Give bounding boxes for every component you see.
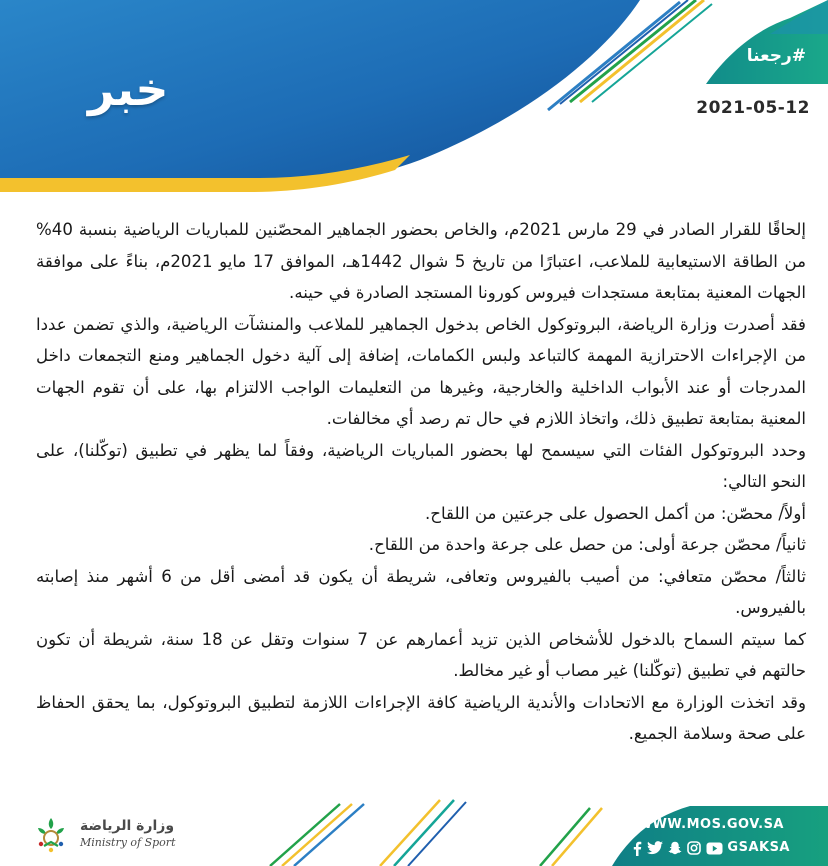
paragraph: وحدد البروتوكول الفئات التي سيسمح لها بحضور المباريات الرياضية، وفقاً لما يظهر في تطبيق (توكّلنا)، على النحو التالي: xyxy=(36,440,806,491)
facebook-icon[interactable] xyxy=(632,841,642,856)
list-item: أولاً/ محصّن: من أكمل الحصول على جرعتين من اللقاح. xyxy=(425,503,806,523)
list-item: ثالثاً/ محصّن متعافي: من أصيب بالفيروس وتعافى، شريطة أن يكون قد أمضى أقل من 6 أشهر منذ إصابته بالفيروس. xyxy=(36,566,806,617)
ministry-emblem-icon xyxy=(30,814,72,856)
header-banner xyxy=(0,0,828,200)
paragraph: إلحاقًا للقرار الصادر في 29 مارس 2021م، والخاص بحضور الجماهير المحصّنين للمباريات الرياضية بنسبة 40% من الطاقة الاستيعابية للملاعب، اعتبارًا من تاريخ 5 شوال 1442هـ، الموافق 17 مايو 2021م، بناءً على موافقة الجهات المعنية بمتابعة مستجدات فيروس كورونا المستجد الصادرة في حينه. xyxy=(36,220,806,302)
paragraph: فقد أصدرت وزارة الرياضة، البروتوكول الخاص بدخول الجماهير للملاعب والمنشآت الرياضية، والذي تضمن عددا من الإجراءات الاحترازية المهمة كالتباعد ولبس الكمامات، إضافة إلى آلية دخول الجماهير ومنع التجمعات داخل المدرجات أو عند الأبواب الداخلية والخارجية، وغيرها من التعليمات الواجب الالتزام بها، على أن تقوم الجهات المعنية بمتابعة تطبيق ذلك، واتخاذ اللازم في حال تم رصد أي مخالفات. xyxy=(36,314,806,428)
twitter-icon[interactable] xyxy=(647,841,663,855)
publish-date: 2021-05-12 xyxy=(696,98,810,118)
paragraph: كما سيتم السماح بالدخول للأشخاص الذين تزيد أعمارهم عن 7 سنوات وتقل عن 18 سنة، شريطة أن تكون حالتهم في تطبيق (توكّلنا) غير مصاب أو غير مخالط. xyxy=(36,629,806,680)
globe-icon xyxy=(0,796,14,810)
social-icons xyxy=(632,840,723,856)
article-body xyxy=(36,214,806,750)
ministry-logo-arabic: وزارة الرياضة xyxy=(80,818,175,834)
website-link[interactable]: WWW.MOS.GOV.SA xyxy=(637,817,784,832)
list-item: ثانياً/ محصّن جرعة أولى: من حصل على جرعة واحدة من اللقاح. xyxy=(368,535,806,554)
ministry-logo-english: Ministry of Sport xyxy=(80,836,176,849)
hashtag-label: #رجعنا xyxy=(746,46,806,66)
news-title: خبر xyxy=(88,62,169,116)
paragraph: وقد اتخذت الوزارة مع الاتحادات والأندية الرياضية كافة الإجراءات اللازمة لتطبيق البروتوكول، بما يحقق الحفاظ على صحة وسلامة الجميع. xyxy=(36,692,806,743)
social-handle[interactable]: GSAKSA xyxy=(727,840,790,855)
snapchat-icon[interactable] xyxy=(668,841,682,855)
youtube-icon[interactable] xyxy=(706,842,723,855)
instagram-icon[interactable] xyxy=(687,841,701,855)
